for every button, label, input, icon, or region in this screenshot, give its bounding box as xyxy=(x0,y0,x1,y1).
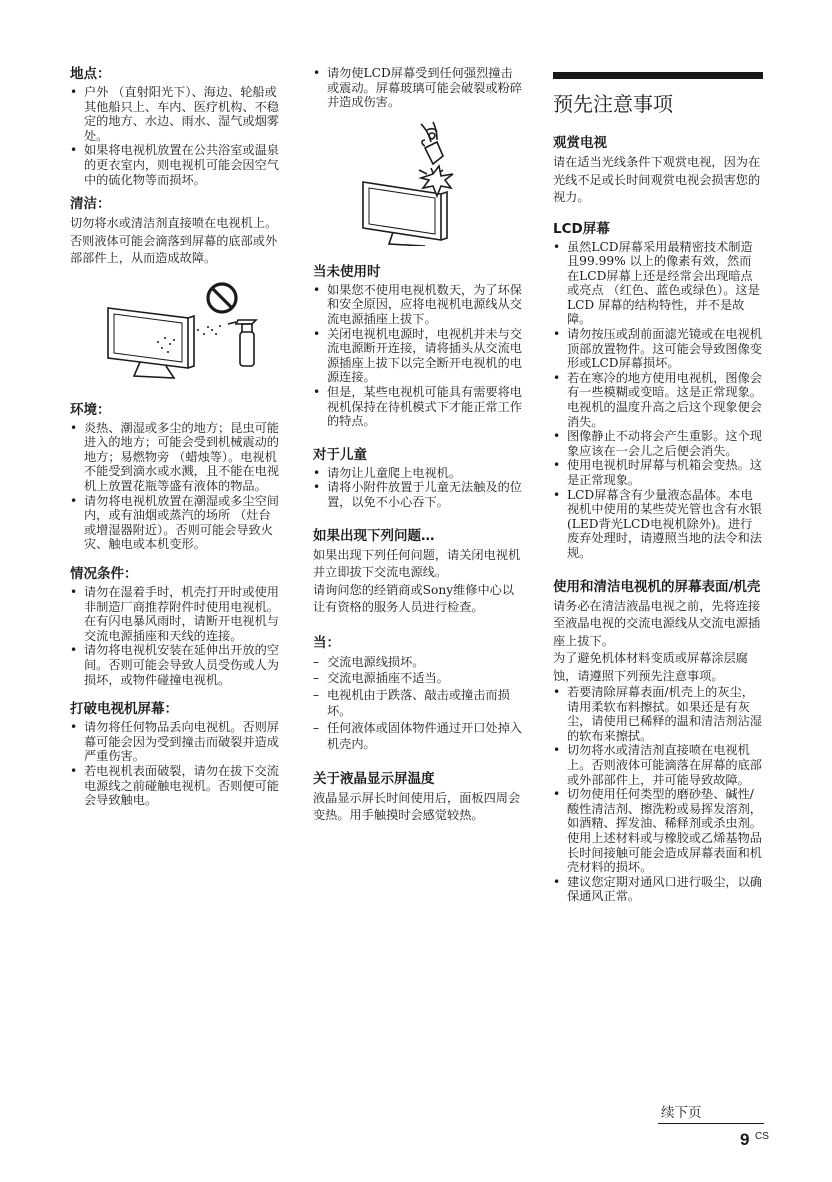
list-item: • 若要清除屏幕表面/机壳上的灰尘，请用柔软布料擦拭。如果还是有灰尘，请使用已稀释的温和清洁剂沾湿的软布来擦拭。 xyxy=(553,685,763,743)
list-item: • 请勿将任何物品丢向电视机。否则屏幕可能会因为受到撞击而破裂并造成严重伤害。 xyxy=(70,720,282,764)
title-bar xyxy=(553,72,763,79)
lcd-screen-list xyxy=(553,240,763,561)
column-right xyxy=(553,72,763,904)
list-item: • 如果将电视机放置在公共浴室或温泉的更衣室内，则电视机可能会因空气中的硫化物等而损坏。 xyxy=(70,143,282,187)
list-item: • 切勿使用任何类型的磨砂垫、碱性/酸性清洁剂、擦洗粉或易挥发溶剂，如酒精、挥发油、稀释剂或杀虫剂。使用上述材料或与橡胶或乙烯基物品长时间接触可能会造成屏幕表面和机壳材料的损坏。 xyxy=(553,787,763,875)
list-item: • 请勿按压或刮前面滤光镜或在电视机顶部放置物件。这可能会导致图像变形或LCD屏幕损坏。 xyxy=(553,327,763,371)
when-unused-list xyxy=(313,283,523,429)
intro-list xyxy=(313,66,523,110)
page-number: 9 xyxy=(740,1130,750,1149)
environment-list xyxy=(70,421,282,552)
list-item: • 如果您不使用电视机数天，为了环保和安全原因，应将电视机电源线从交流电源插座上拔下。 xyxy=(313,283,523,327)
list-item: • 请勿将电视机放置在潮湿或多尘空间内，或有油烟或蒸汽的场所 （灶台或增湿器附近）。否则可能会导致火灾、触电或本机变形。 xyxy=(70,494,282,552)
list-item: – 电视机由于跌落、敲击或撞击而损坏。 xyxy=(313,687,523,720)
location-list xyxy=(70,85,282,187)
page-suffix: CS xyxy=(755,1131,769,1142)
cleaning-heading: 清洁： xyxy=(70,196,111,213)
problems-service-text: 请询问您的经销商或Sony维修中心以让有资格的服务人员进行检查。 xyxy=(313,582,515,614)
list-item: • 请勿让儿童爬上电视机。 xyxy=(313,466,523,481)
children-list xyxy=(313,466,523,510)
when-heading: 当： xyxy=(313,634,340,651)
list-item: • 请勿使LCD屏幕受到任何强烈撞击或震动。屏幕玻璃可能会破裂或粉碎并造成伤害。 xyxy=(313,66,523,110)
cleaning-screen-text: 请务必在清洁液晶电视之前，先将连接至液晶电视的交流电源线从交流电源插座上拔下。 xyxy=(553,598,761,648)
continued-next-page: 续下页 xyxy=(661,1105,702,1121)
list-item: • 若电视机表面破裂，请勿在拔下交流电源线之前碰触电视机。否则便可能会导致触电。 xyxy=(70,764,282,808)
children-heading: 对于儿童 xyxy=(313,446,367,463)
broken-screen-list xyxy=(70,720,282,808)
list-item: • 请将小附件放置于儿童无法触及的位置，以免不小心吞下。 xyxy=(313,480,523,509)
list-item: • 图像静止不动将会产生重影。这个现象应该在一会儿之后便会消失。 xyxy=(553,429,763,458)
list-item: – 任何液体或固体物件通过开口处掉入机壳内。 xyxy=(313,720,523,753)
list-item: – 交流电源线损坏。 xyxy=(313,654,523,671)
location-heading: 地点： xyxy=(70,66,111,82)
list-item: • 请勿将电视机安装在延伸出开放的空间。否则可能会导致人员受伤或人为损坏，或物件碰撞电视机。 xyxy=(70,643,282,687)
lcd-temperature-heading: 关于液晶显示屏温度 xyxy=(313,770,435,787)
list-item: • LCD屏幕含有少量液态晶体。本电视机中使用的某些荧光管也含有水银 (LED背光LCD电视机除外)。进行废弃处理时，请遵照当地的法令和法规。 xyxy=(553,488,763,561)
viewing-text: 请在适当光线条件下观赏电视，因为在光线不足或长时间观赏电视会损害您的视力。 xyxy=(553,155,761,204)
list-item: • 关闭电视机电源时，电视机并未与交流电源断开连接，请将插头从交流电源插座上拔下以完全断开电视机的电源连接。 xyxy=(313,327,523,385)
column-middle xyxy=(313,66,523,825)
list-item: – 交流电源插座不适当。 xyxy=(313,670,523,687)
when-unused-heading: 当未使用时 xyxy=(313,263,381,280)
tv-spray-prohibited-icon xyxy=(70,280,282,380)
environment-heading: 环境： xyxy=(70,401,111,418)
impact-illustration xyxy=(313,118,523,250)
list-item: • 若在寒冷的地方使用电视机，图像会有一些模糊或变暗。这是正常现象。电视机的温度升高之后这个现象便会消失。 xyxy=(553,371,763,429)
cleaning-precaution-text: 为了避免机体材料变质或屏幕涂层腐蚀，请遵照下列预先注意事项。 xyxy=(553,651,748,683)
conditions-heading: 情况条件： xyxy=(70,566,138,582)
cleaning-screen-heading: 使用和清洁电视机的屏幕表面/机壳 xyxy=(553,578,761,595)
list-item: • 但是，某些电视机可能具有需要将电视机保持在待机模式下才能正常工作的特点。 xyxy=(313,385,523,429)
lcd-screen-heading: LCD屏幕 xyxy=(553,220,610,237)
list-item: • 炎热、潮湿或多尘的地方；昆虫可能进入的地方；可能会受到机械震动的地方；易燃物旁 （蜡烛等）。电视机不能受到滴水或水溅，且不能在电视机上放置花瓶等盛有液体的物品。 xyxy=(70,421,282,494)
list-item: • 请勿在湿着手时，机壳打开时或使用非制造厂商推荐附件时使用电视机。在有闪电暴风雨时，请断开电视机与交流电源插座和天线的连接。 xyxy=(70,585,282,643)
lcd-temperature-text: 液晶显示屏长时间使用后，面板四周会变热。用手触摸时会感觉较热。 xyxy=(313,790,521,822)
viewing-heading: 观赏电视 xyxy=(553,135,607,151)
list-item: • 使用电视机时屏幕与机箱会变热。这是正常现象。 xyxy=(553,458,763,487)
no-spray-illustration xyxy=(70,280,282,384)
list-item: • 建议您定期对通风口进行吸尘，以确保通风正常。 xyxy=(553,875,763,904)
column-left xyxy=(70,66,282,808)
list-item: • 虽然LCD屏幕采用最精密技术制造且99.99% 以上的像素有效，然而在LCD屏幕上还是经常会出现暗点或亮点 （红色、蓝色或绿色）。这是 LCD 屏幕的结构特性，并不是故障。 xyxy=(553,240,763,328)
cleaning-screen-list xyxy=(553,685,763,904)
problems-text: 如果出现下列任何问题，请关闭电视机并立即拔下交流电源线。 xyxy=(313,547,521,579)
problems-heading: 如果出现下列问题… xyxy=(313,527,435,544)
when-list xyxy=(313,654,523,753)
broken-screen-heading: 打破电视机屏幕： xyxy=(70,701,178,718)
list-item: • 户外 （直射阳光下）、海边、轮船或其他船只上、车内、医疗机构、不稳定的地方、水边、雨水、湿气或烟雾处。 xyxy=(70,85,282,143)
page-title: 预先注意事项 xyxy=(553,92,673,116)
conditions-list xyxy=(70,585,282,687)
footer-divider xyxy=(658,1123,764,1124)
tv-impact-icon xyxy=(313,118,523,246)
list-item: • 切勿将水或清洁剂直接喷在电视机上。否则液体可能滴落在屏幕的底部或外部部件上，并可能导致故障。 xyxy=(553,743,763,787)
cleaning-text: 切勿将水或清洁剂直接喷在电视机上。否则液体可能会滴落到屏幕的底部或外部部件上，从而造成故障。 xyxy=(70,216,278,266)
